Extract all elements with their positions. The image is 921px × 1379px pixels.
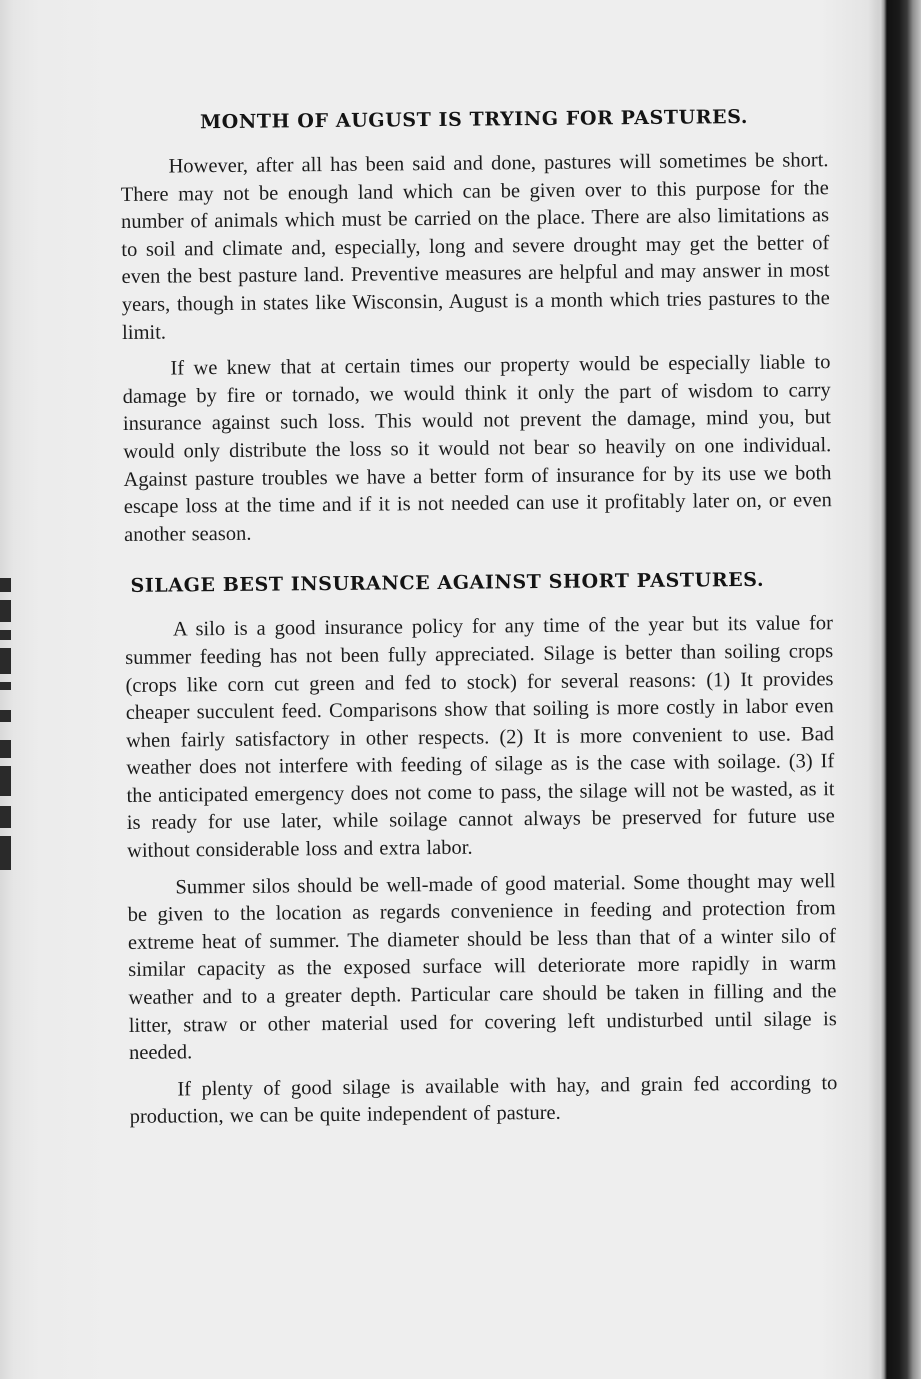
page-text (120, 105, 838, 1141)
left-edge-binding-marks (0, 570, 12, 880)
paragraph-silo-policy: A silo is a good insurance policy for any time of the year but its value for summer feeding has not been fully appreciated. Silage is better than soiling crops (crops like corn cut green and fed to stock) for several reasons: (1) It provides cheaper succulent feed. Comparisons show that soiling is more costly in labor even when fairly satisfactory in other respects. (2) It is more convenient to use. Bad weather does not interfere with feeding of silage as is the case with soilage. (3) If the anticipated emergency does not come to pass, the silage will not be wasted, as it is ready for use later, while soilage cannot always be preserved for future use without considerable loss and extra labor. (125, 612, 835, 863)
paragraph-insurance-analogy: If we knew that at certain times our property would be especially liable to damage by fire or tornado, we would think it only the part of wisdom to carry insurance against such loss. This would not prevent the damage, mind you, but would only distribute the loss so it would not bear so heavily on one individual. Against pasture troubles we have a better form of insurance for by its use we both escape loss at the time and if it is not needed can use it profitably later on, or even another season. (122, 351, 832, 546)
paragraph-independent-of-pasture: If plenty of good silage is available with hay, and grain fed according to production, we can be quite independent of pasture. (129, 1071, 838, 1129)
section-heading-august: MONTH OF AUGUST IS TRYING FOR PASTURES. (200, 105, 749, 134)
paragraph-summer-silos: Summer silos should be well-made of good material. Some thought may well be given to the location as regards convenience in feeding and protection from extreme heat of summer. The diameter should be less than that of a winter silo of similar capacity as the exposed surface will deteriorate more rapidly in warm weather and to a greater depth. Particular care should be taken in filling and the litter, straw or other material used for covering left undisturbed until silage is needed. (127, 869, 837, 1065)
section-heading-silage: SILAGE BEST INSURANCE AGAINST SHORT PASTURES. (130, 569, 765, 598)
book-spine-edge (881, 0, 921, 1379)
paragraph-pastures-short: However, after all has been said and done, pastures will sometimes be short. There may not be enough land which can be given over to this purpose for the number of animals which must be carried on the place. There are also limitations as to soil and climate and, especially, long and severe drought may get the better of even the best pasture land. Preventive measures are helpful and may answer in most years, though in states like Wisconsin, August is a month which tries pastures to the limit. (120, 149, 830, 344)
